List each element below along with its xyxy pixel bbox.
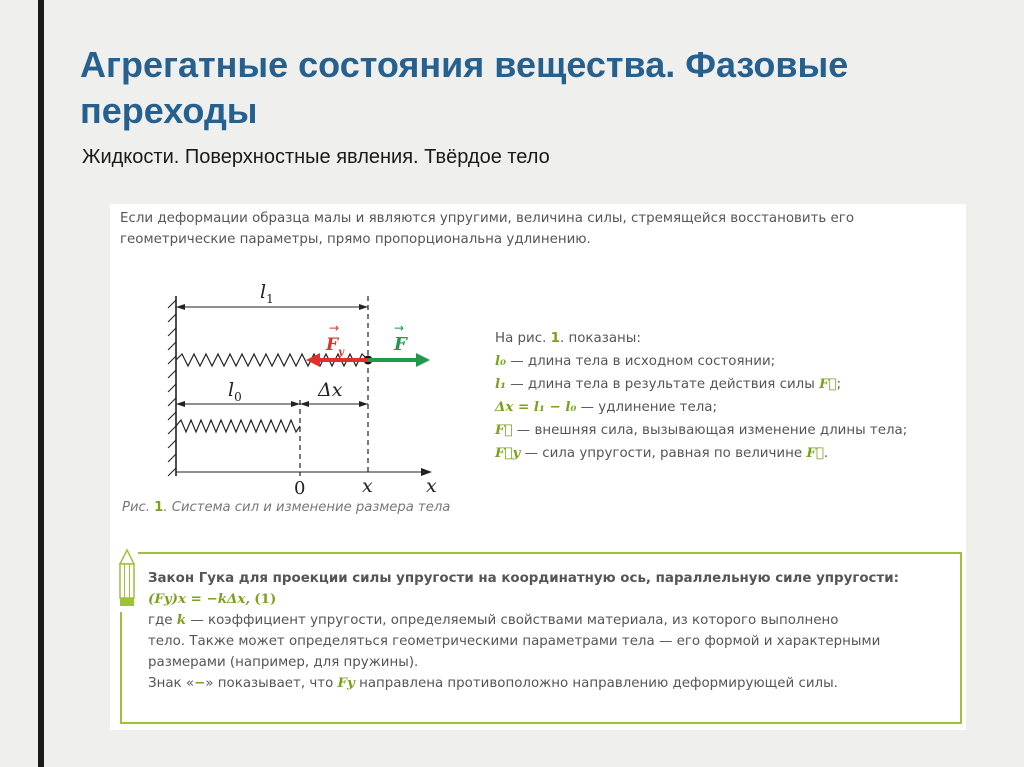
l1-arrow-right bbox=[359, 304, 368, 310]
l0-label: $l_0$ bbox=[228, 379, 242, 404]
hooke-law-box bbox=[120, 552, 962, 724]
content-card bbox=[110, 204, 966, 730]
fy-label: $F_y$ bbox=[326, 335, 344, 358]
slide-left-bar bbox=[38, 0, 44, 767]
intro-text: Если деформации образца малы и являются упругими, величина силы, стремящейся восстановить его геометрические параметры, прямо пропорциональна удлинению. bbox=[120, 211, 855, 247]
law-line: размерами (например, для пружины). bbox=[148, 655, 419, 670]
fy-vector-mark: → bbox=[329, 321, 340, 335]
legend-item: l₀ — длина тела в исходном состоянии; bbox=[495, 353, 776, 369]
axis-x-label: x bbox=[426, 475, 437, 497]
l1-arrow-left bbox=[176, 304, 185, 310]
legend-intro: На рис. 1. показаны: bbox=[495, 331, 641, 346]
f-vector-mark: → bbox=[394, 321, 405, 335]
figure-legend bbox=[495, 328, 945, 465]
law-line: тело. Также может определяться геометрическими параметрами тела — его формой и характерными bbox=[148, 634, 881, 649]
f-label: F bbox=[394, 334, 407, 355]
slide-subtitle: Жидкости. Поверхностные явления. Твёрдое тело bbox=[82, 146, 550, 168]
slide-title: Агрегатные состояния вещества. Фазовые переходы bbox=[80, 44, 849, 131]
f-arrowhead bbox=[416, 353, 430, 367]
figure-caption: Рис. 1. Система сил и изменение размера тела bbox=[122, 500, 451, 515]
axis-x-tick-label: x bbox=[362, 475, 373, 497]
axis-zero-label: 0 bbox=[294, 478, 306, 499]
law-line: Закон Гука для проекции силы упругости на координатную ось, параллельную силе упругости: bbox=[148, 571, 899, 586]
l0-arrow-left bbox=[176, 401, 185, 407]
l1-label: $l_1$ bbox=[260, 281, 274, 306]
dx-arrow-left bbox=[300, 401, 309, 407]
law-formula: (Fy)x = −kΔx, (1) bbox=[148, 591, 277, 607]
legend-item: F⃗y — сила упругости, равная по величине F⃗. bbox=[495, 445, 829, 461]
spring-rest bbox=[176, 420, 300, 432]
dx-arrow-right bbox=[359, 401, 368, 407]
wall-hatching bbox=[168, 300, 176, 476]
legend-item: Δx = l₁ − l₀ — удлинение тела; bbox=[495, 399, 717, 415]
l0-arrow-right bbox=[291, 401, 300, 407]
pencil-icon bbox=[114, 548, 140, 612]
law-line: Знак «−» показывает, что Fy направлена противоположно направлению деформирующей силы. bbox=[148, 675, 838, 691]
dx-label: Δx bbox=[318, 379, 343, 401]
legend-item: l₁ — длина тела в результате действия силы F⃗; bbox=[495, 376, 842, 392]
law-line: где k — коэффициент упругости, определяемый свойствами материала, из которого выполнено bbox=[148, 612, 839, 628]
hooke-law-text bbox=[148, 568, 948, 694]
legend-item: F⃗ — внешняя сила, вызывающая изменение длины тела; bbox=[495, 422, 908, 438]
